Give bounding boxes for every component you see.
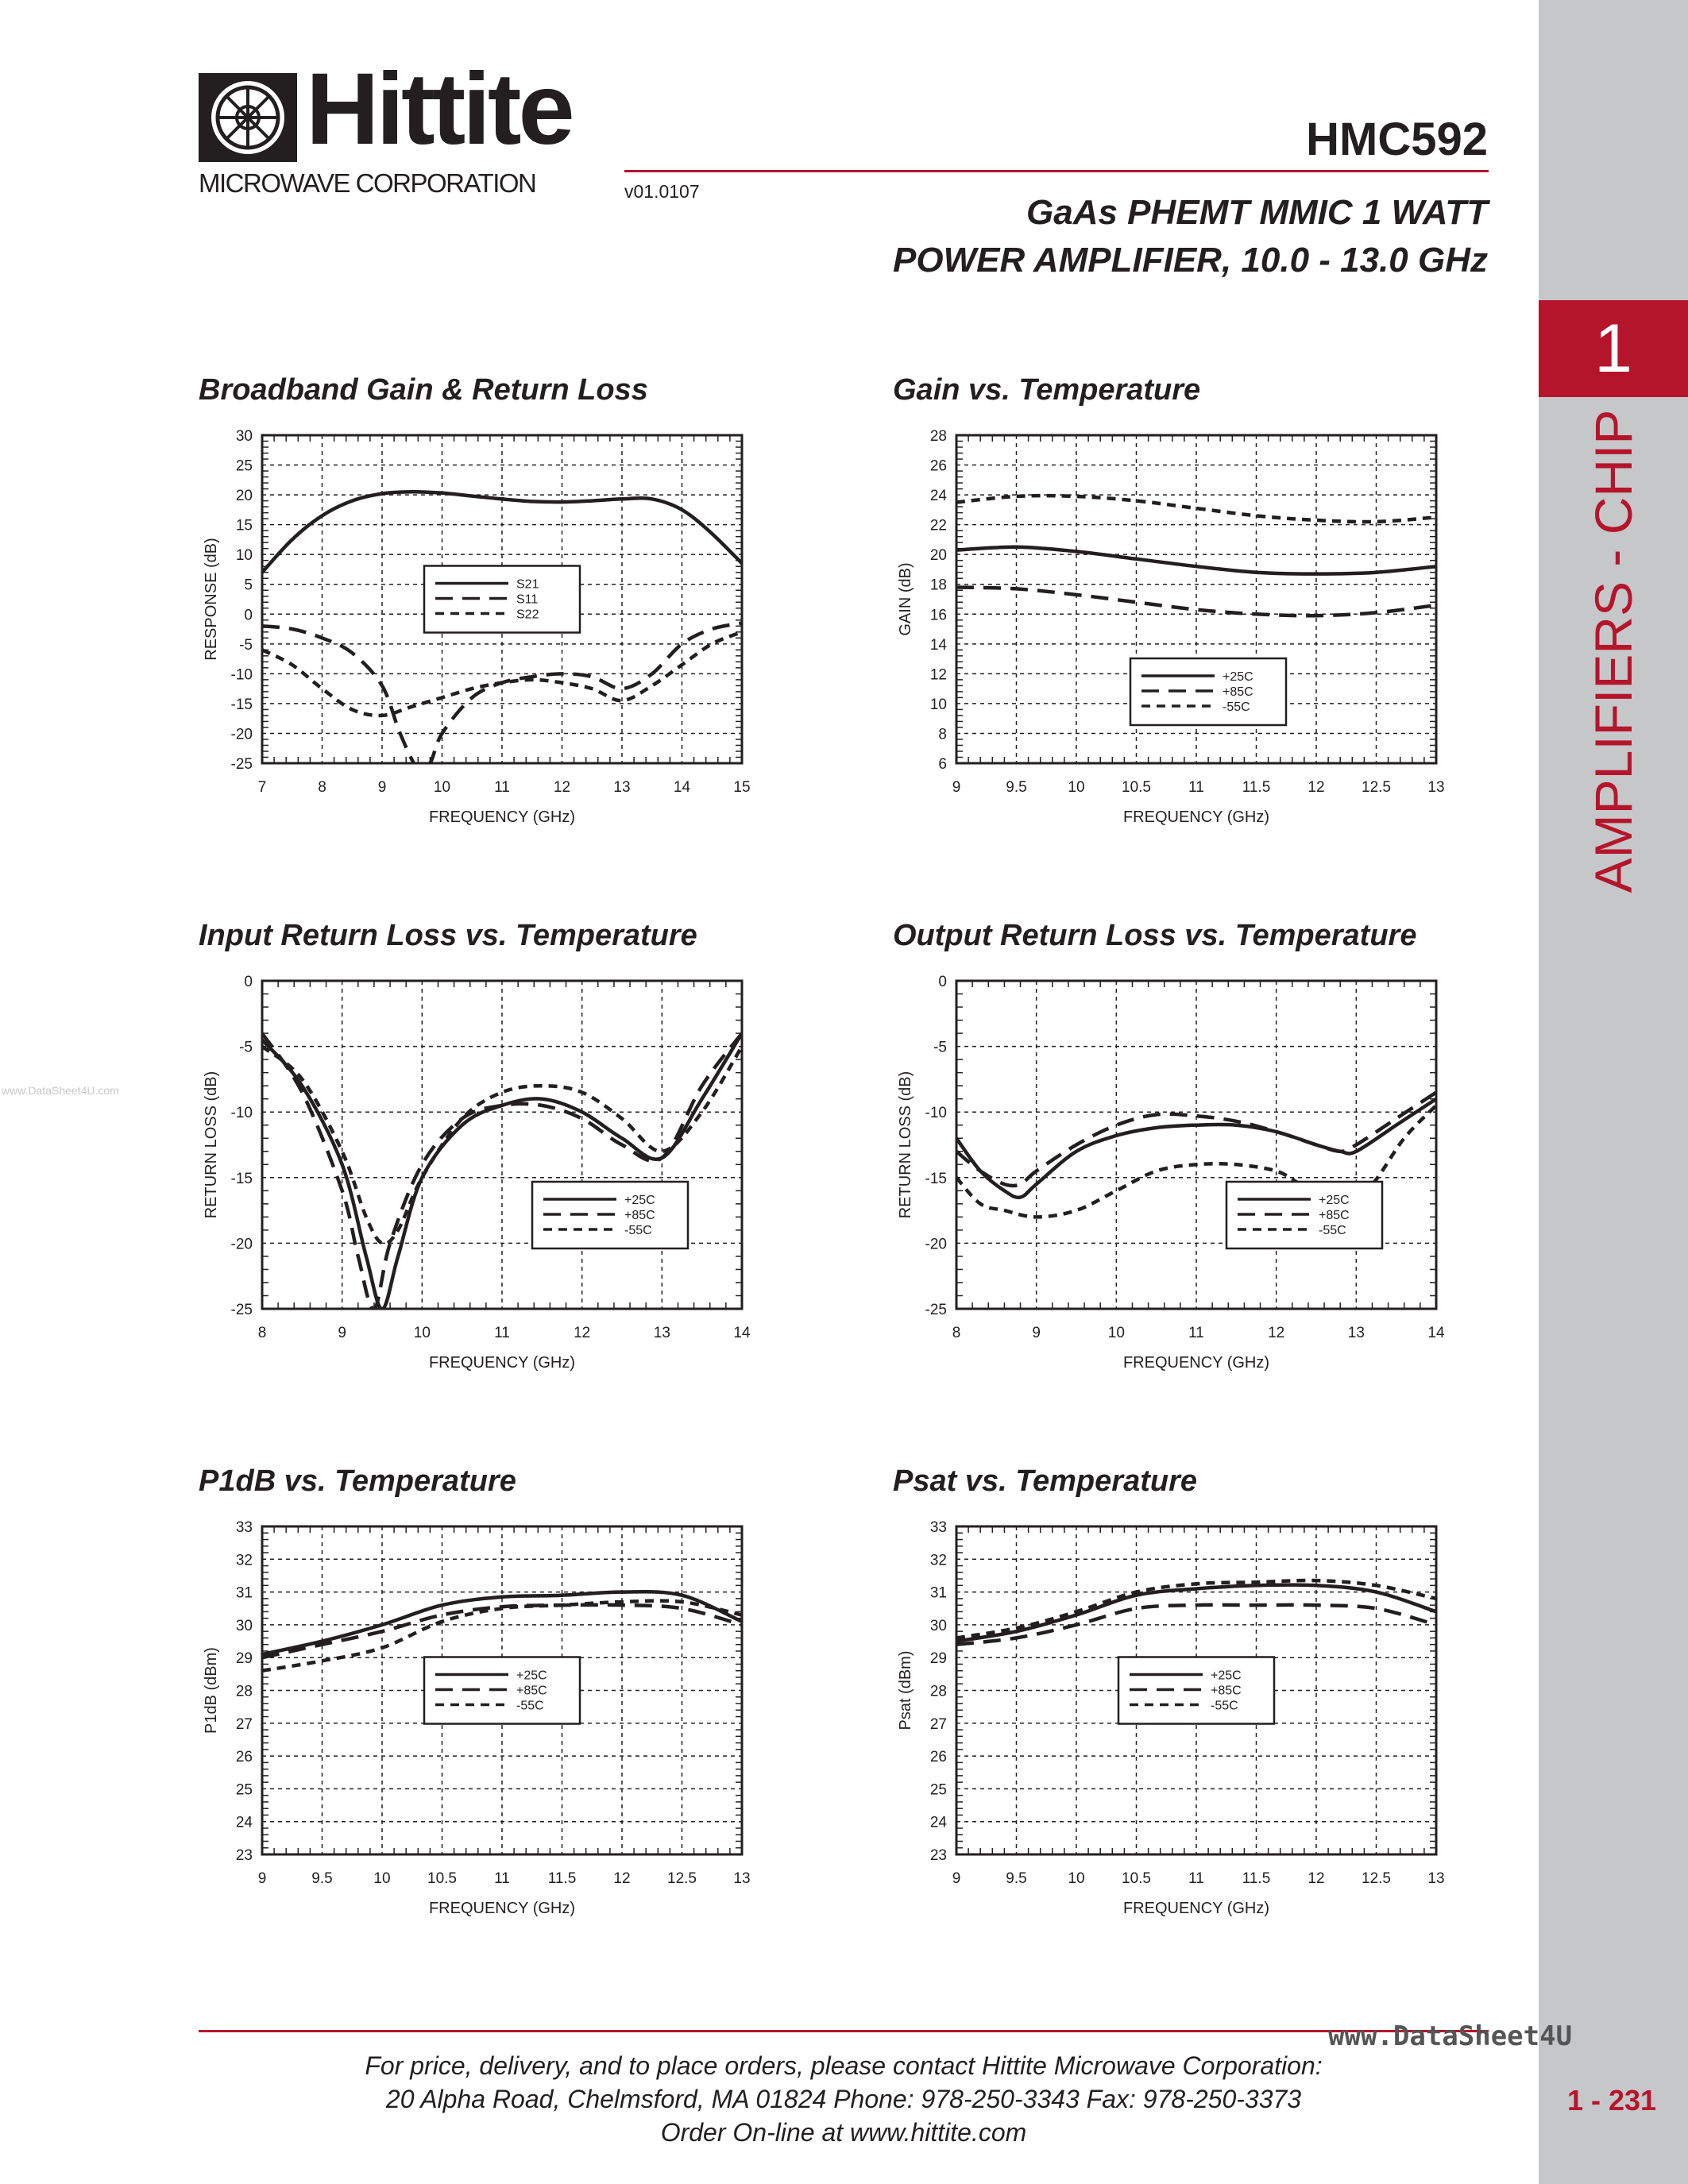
x-tick-label: 11.5	[1242, 1870, 1271, 1887]
legend-label: S22	[516, 608, 539, 622]
x-tick-label: 12	[553, 779, 571, 796]
x-tick-label: 10	[1068, 1870, 1085, 1887]
x-tick-label: 11	[1188, 1870, 1204, 1887]
section-number-tab: 1	[1539, 300, 1688, 397]
legend-label: +85C	[1211, 1684, 1242, 1698]
legend-label: +25C	[1223, 670, 1253, 684]
y-tick-label: 12	[929, 666, 947, 684]
y-tick-label: -25	[230, 1302, 253, 1318]
chart-gain-vs-temperature	[893, 421, 1465, 842]
page-number: 1 - 231	[1567, 2084, 1657, 2116]
y-tick-label: 30	[235, 428, 253, 445]
y-tick-label: 32	[929, 1552, 947, 1569]
x-tick-label: 12.5	[1362, 779, 1391, 796]
chart-output-return-loss	[893, 967, 1465, 1387]
x-tick-label: 10	[1068, 779, 1085, 796]
legend-label: +85C	[1223, 685, 1253, 699]
y-axis-label: RETURN LOSS (dB)	[897, 1071, 914, 1219]
series-line-0	[956, 547, 1436, 574]
legend-label: +25C	[624, 1194, 655, 1207]
y-tick-label: 25	[929, 1781, 947, 1799]
x-tick-label: 8	[952, 1325, 961, 1341]
chart-title-psat: Psat vs. Temperature	[893, 1464, 1197, 1498]
y-tick-label: -5	[239, 636, 253, 654]
logo-subtitle: MICROWAVE CORPORATION	[199, 168, 536, 198]
y-tick-label: -5	[933, 1039, 947, 1056]
legend	[424, 566, 580, 633]
y-tick-label: 23	[929, 1847, 947, 1864]
logo-wordmark: Hittite	[306, 52, 572, 166]
y-tick-label: 10	[929, 696, 947, 713]
y-tick-label: 33	[235, 1519, 253, 1536]
y-tick-label: 30	[235, 1617, 253, 1634]
y-tick-label: -15	[230, 1170, 253, 1187]
y-tick-label: 24	[929, 488, 947, 505]
legend	[532, 1182, 688, 1248]
footer-line-3: Order On-line at www.hittite.com	[660, 2118, 1027, 2147]
y-tick-label: 31	[235, 1584, 253, 1602]
legend-label: -55C	[624, 1224, 652, 1237]
x-tick-label: 10	[373, 1870, 391, 1887]
y-tick-label: 25	[235, 457, 253, 475]
x-axis-label: FREQUENCY (GHz)	[428, 1900, 576, 1917]
y-tick-label: -5	[239, 1039, 253, 1056]
x-tick-label: 10.5	[427, 1870, 457, 1887]
hittite-emblem-icon	[199, 73, 297, 162]
y-tick-label: 25	[235, 1781, 253, 1799]
x-tick-label: 9.5	[1006, 1870, 1027, 1887]
x-tick-label: 11	[1188, 779, 1204, 796]
x-tick-label: 13	[733, 1870, 751, 1887]
x-tick-label: 13	[1427, 779, 1445, 796]
y-tick-label: 0	[938, 974, 947, 990]
watermark-left: www.DataSheet4U.com	[2, 1084, 119, 1097]
y-tick-label: 6	[938, 756, 947, 773]
y-tick-label: -15	[230, 696, 253, 713]
x-tick-label: 10.5	[1122, 779, 1151, 796]
x-tick-label: 15	[733, 779, 751, 796]
x-tick-label: 11.5	[1242, 779, 1271, 796]
y-tick-label: 0	[244, 607, 253, 624]
chart-title-output-rl: Output Return Loss vs. Temperature	[893, 919, 1417, 952]
y-tick-label: 30	[929, 1617, 947, 1634]
y-tick-label: 26	[929, 457, 947, 475]
legend-label: +85C	[1319, 1209, 1350, 1222]
x-tick-label: 11	[494, 779, 510, 796]
legend-label: -55C	[516, 1699, 544, 1713]
y-axis-label: Psat (dBm)	[897, 1650, 914, 1731]
chart-title-input-rl: Input Return Loss vs. Temperature	[199, 919, 697, 952]
y-tick-label: 22	[929, 517, 947, 534]
x-tick-label: 12.5	[1362, 1870, 1391, 1887]
y-tick-label: 15	[235, 517, 253, 534]
y-tick-label: 28	[929, 428, 947, 445]
y-tick-label: 32	[235, 1552, 253, 1569]
y-axis-label: RETURN LOSS (dB)	[203, 1071, 220, 1219]
chart-psat-vs-temperature	[893, 1512, 1465, 1933]
y-tick-label: 29	[929, 1650, 947, 1668]
chart-title-broadband: Broadband Gain & Return Loss	[199, 373, 648, 407]
x-tick-label: 8	[257, 1325, 267, 1341]
y-tick-label: 16	[929, 607, 947, 624]
x-tick-label: 11	[494, 1870, 510, 1887]
legend	[424, 1657, 580, 1724]
x-tick-label: 12	[1268, 1325, 1285, 1341]
y-tick-label: 26	[929, 1749, 947, 1766]
watermark-right: www.DataSheet4U	[1328, 2020, 1573, 2052]
x-tick-label: 14	[1427, 1325, 1445, 1341]
y-tick-label: 5	[244, 577, 253, 594]
chart-title-gain-temp: Gain vs. Temperature	[893, 373, 1201, 407]
y-axis-label: RESPONSE (dB)	[203, 538, 220, 661]
legend-label: S21	[516, 577, 539, 592]
legend-label: +25C	[1211, 1669, 1242, 1683]
y-tick-label: 8	[938, 726, 947, 743]
y-axis-label: P1dB (dBm)	[203, 1647, 220, 1734]
y-tick-label: 31	[929, 1584, 947, 1602]
legend-label: -55C	[1319, 1224, 1346, 1237]
x-tick-label: 10	[433, 779, 451, 796]
product-subtitle	[893, 189, 1488, 284]
legend-label: -55C	[1223, 700, 1250, 714]
legend-label: +85C	[624, 1209, 655, 1222]
y-tick-label: 26	[235, 1749, 253, 1766]
y-tick-label: -10	[230, 666, 253, 684]
x-tick-label: 11	[494, 1325, 510, 1341]
x-tick-label: 10	[1107, 1325, 1125, 1341]
x-axis-label: FREQUENCY (GHz)	[1122, 1354, 1270, 1372]
chart-input-return-loss	[199, 967, 771, 1387]
y-tick-label: 18	[929, 577, 947, 594]
legend-label: +25C	[516, 1669, 547, 1683]
legend	[1226, 1182, 1382, 1248]
chart-title-p1db: P1dB vs. Temperature	[199, 1464, 516, 1498]
version-label: v01.0107	[624, 181, 700, 202]
x-tick-label: 13	[1427, 1870, 1445, 1887]
x-tick-label: 12	[613, 1870, 631, 1887]
hittite-logo	[199, 52, 612, 198]
x-tick-label: 13	[653, 1325, 670, 1341]
subtitle-line-2: POWER AMPLIFIER, 10.0 - 13.0 GHz	[893, 241, 1488, 280]
y-tick-label: -20	[925, 1236, 947, 1253]
x-tick-label: 11.5	[547, 1870, 577, 1887]
section-name: AMPLIFIERS - CHIP	[1584, 409, 1643, 893]
y-tick-label: 23	[235, 1847, 253, 1864]
x-axis-label: FREQUENCY (GHz)	[428, 1354, 576, 1372]
y-tick-label: -10	[925, 1105, 947, 1122]
x-tick-label: 9	[952, 779, 961, 796]
y-tick-label: 20	[235, 488, 253, 505]
x-tick-label: 14	[673, 779, 691, 796]
header-rule	[624, 170, 1489, 172]
y-tick-label: -15	[925, 1170, 947, 1187]
y-tick-label: 29	[235, 1650, 253, 1668]
y-tick-label: -20	[230, 1236, 253, 1253]
x-axis-label: FREQUENCY (GHz)	[1122, 1900, 1270, 1917]
x-tick-label: 9	[377, 779, 387, 796]
footer-contact	[199, 2049, 1489, 2149]
x-tick-label: 8	[318, 779, 326, 796]
y-tick-label: 27	[235, 1715, 253, 1733]
legend	[1130, 658, 1286, 725]
x-tick-label: 9	[257, 1870, 267, 1887]
x-tick-label: 12	[1308, 779, 1325, 796]
x-tick-label: 9	[1032, 1325, 1041, 1341]
y-tick-label: -10	[230, 1105, 253, 1122]
x-tick-label: 9.5	[311, 1870, 333, 1887]
y-tick-label: -25	[230, 756, 253, 773]
x-tick-label: 13	[613, 779, 631, 796]
x-axis-label: FREQUENCY (GHz)	[1122, 808, 1270, 826]
x-tick-label: 12	[574, 1325, 591, 1341]
y-tick-label: 28	[235, 1683, 253, 1700]
legend-label: -55C	[1211, 1699, 1238, 1713]
footer-rule	[199, 2030, 1489, 2032]
x-tick-label: 14	[733, 1325, 751, 1341]
y-tick-label: -20	[230, 726, 253, 743]
y-tick-label: 27	[929, 1715, 947, 1733]
y-axis-label: GAIN (dB)	[897, 562, 914, 636]
y-tick-label: 14	[929, 636, 947, 654]
y-tick-label: 20	[929, 547, 947, 565]
x-tick-label: 12.5	[667, 1870, 697, 1887]
x-tick-label: 11	[1188, 1325, 1204, 1341]
chart-p1db-vs-temperature	[199, 1512, 771, 1933]
x-tick-label: 9.5	[1006, 779, 1027, 796]
footer-line-1: For price, delivery, and to place orders, please contact Hittite Microwave Corporation:	[365, 2051, 1323, 2080]
x-tick-label: 13	[1347, 1325, 1365, 1341]
y-tick-label: 10	[235, 547, 253, 565]
footer-line-2: 20 Alpha Road, Chelmsford, MA 01824 Phone: 978-250-3343 Fax: 978-250-3373	[385, 2085, 1302, 2113]
x-tick-label: 12	[1308, 1870, 1325, 1887]
y-tick-label: 33	[929, 1519, 947, 1536]
chart-broadband-gain-return-loss	[199, 421, 771, 842]
subtitle-line-1: GaAs PHEMT MMIC 1 WATT	[1026, 193, 1488, 232]
y-tick-label: 24	[235, 1814, 253, 1831]
part-number: HMC592	[1306, 114, 1488, 165]
legend-label: +85C	[516, 1684, 547, 1698]
y-tick-label: 0	[244, 974, 253, 990]
y-tick-label: 24	[929, 1814, 947, 1831]
legend-label: S11	[516, 592, 539, 607]
x-tick-label: 10	[413, 1325, 431, 1341]
y-tick-label: 28	[929, 1683, 947, 1700]
x-tick-label: 10.5	[1122, 1870, 1151, 1887]
x-axis-label: FREQUENCY (GHz)	[428, 808, 576, 826]
x-tick-label: 7	[257, 779, 267, 796]
x-tick-label: 9	[952, 1870, 961, 1887]
x-tick-label: 9	[338, 1325, 346, 1341]
legend-label: +25C	[1319, 1194, 1350, 1207]
legend	[1118, 1657, 1274, 1724]
y-tick-label: -25	[925, 1302, 947, 1318]
